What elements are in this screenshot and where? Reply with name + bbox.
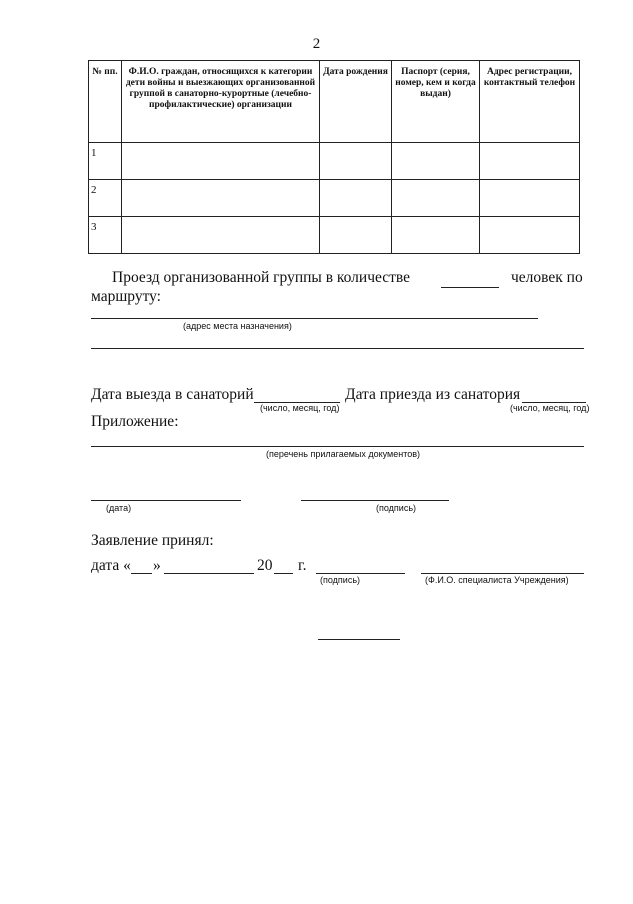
- accepted-date-quote: »: [153, 557, 161, 574]
- accepted-year-prefix: 20: [257, 557, 273, 574]
- destination-caption: (адрес места назначения): [183, 321, 292, 331]
- accepted-year-field[interactable]: [274, 573, 293, 574]
- applicant-signature-caption: (подпись): [376, 503, 417, 513]
- table-row: [89, 143, 580, 180]
- destination-field-2[interactable]: [91, 348, 584, 349]
- arrival-date-label: Дата приезда из санатория: [345, 386, 521, 403]
- cell-birth-date[interactable]: [320, 217, 392, 254]
- row-number: 2: [89, 180, 122, 217]
- applicant-date-caption: (дата): [106, 503, 132, 513]
- cell-passport[interactable]: [392, 180, 480, 217]
- applicant-signature-field[interactable]: [301, 500, 449, 501]
- table-header-row: [89, 61, 580, 143]
- accepted-year-suffix: г.: [298, 557, 307, 574]
- accepted-signature-caption: (подпись): [320, 575, 361, 585]
- departure-date-label: Дата выезда в санаторий: [91, 386, 254, 403]
- cell-address-phone[interactable]: [480, 217, 580, 254]
- attachment-caption: (перечень прилагаемых документов): [266, 449, 421, 459]
- destination-field[interactable]: [91, 318, 538, 319]
- table-row: [89, 180, 580, 217]
- attachment-field[interactable]: [91, 446, 584, 447]
- arrival-date-hint: (число, месяц, год): [510, 403, 590, 413]
- closing-rule: [318, 639, 400, 640]
- header-passport: Паспорт (серия, номер, кем и когда выдан): [392, 61, 480, 143]
- group-count-field[interactable]: [441, 287, 499, 288]
- header-full-name: Ф.И.О. граждан, относящихся к категории дети войны и выезжающих организованной группой в санаторно-курортные (лечебно-профилактические) организации: [122, 61, 320, 143]
- specialist-name-caption: (Ф.И.О. специалиста Учреждения): [425, 575, 569, 585]
- departure-date-hint: (число, месяц, год): [260, 403, 340, 413]
- header-number: № пп.: [89, 61, 122, 143]
- cell-birth-date[interactable]: [320, 180, 392, 217]
- route-label: маршруту:: [91, 288, 161, 305]
- group-travel-text-2: человек по: [511, 269, 583, 286]
- accepted-date-prefix: дата «: [91, 557, 131, 574]
- applicants-table: [88, 60, 580, 254]
- cell-full-name[interactable]: [122, 143, 320, 180]
- group-travel-text: Проезд организованной группы в количестве: [112, 269, 411, 286]
- cell-full-name[interactable]: [122, 180, 320, 217]
- cell-passport[interactable]: [392, 143, 480, 180]
- page-number: 2: [312, 36, 321, 52]
- cell-address-phone[interactable]: [480, 180, 580, 217]
- cell-full-name[interactable]: [122, 217, 320, 254]
- accepted-month-field[interactable]: [164, 573, 254, 574]
- attachment-label: Приложение:: [91, 413, 179, 430]
- row-number: 3: [89, 217, 122, 254]
- specialist-name-field[interactable]: [421, 573, 584, 574]
- header-birth-date: Дата рождения: [320, 61, 392, 143]
- accepted-signature-field[interactable]: [316, 573, 405, 574]
- row-number: 1: [89, 143, 122, 180]
- header-address-phone: Адрес регистрации, контактный телефон: [480, 61, 580, 143]
- cell-address-phone[interactable]: [480, 143, 580, 180]
- accepted-label: Заявление принял:: [91, 532, 214, 549]
- table-row: [89, 217, 580, 254]
- applicant-date-field[interactable]: [91, 500, 241, 501]
- accepted-day-field[interactable]: [131, 573, 152, 574]
- cell-passport[interactable]: [392, 217, 480, 254]
- cell-birth-date[interactable]: [320, 143, 392, 180]
